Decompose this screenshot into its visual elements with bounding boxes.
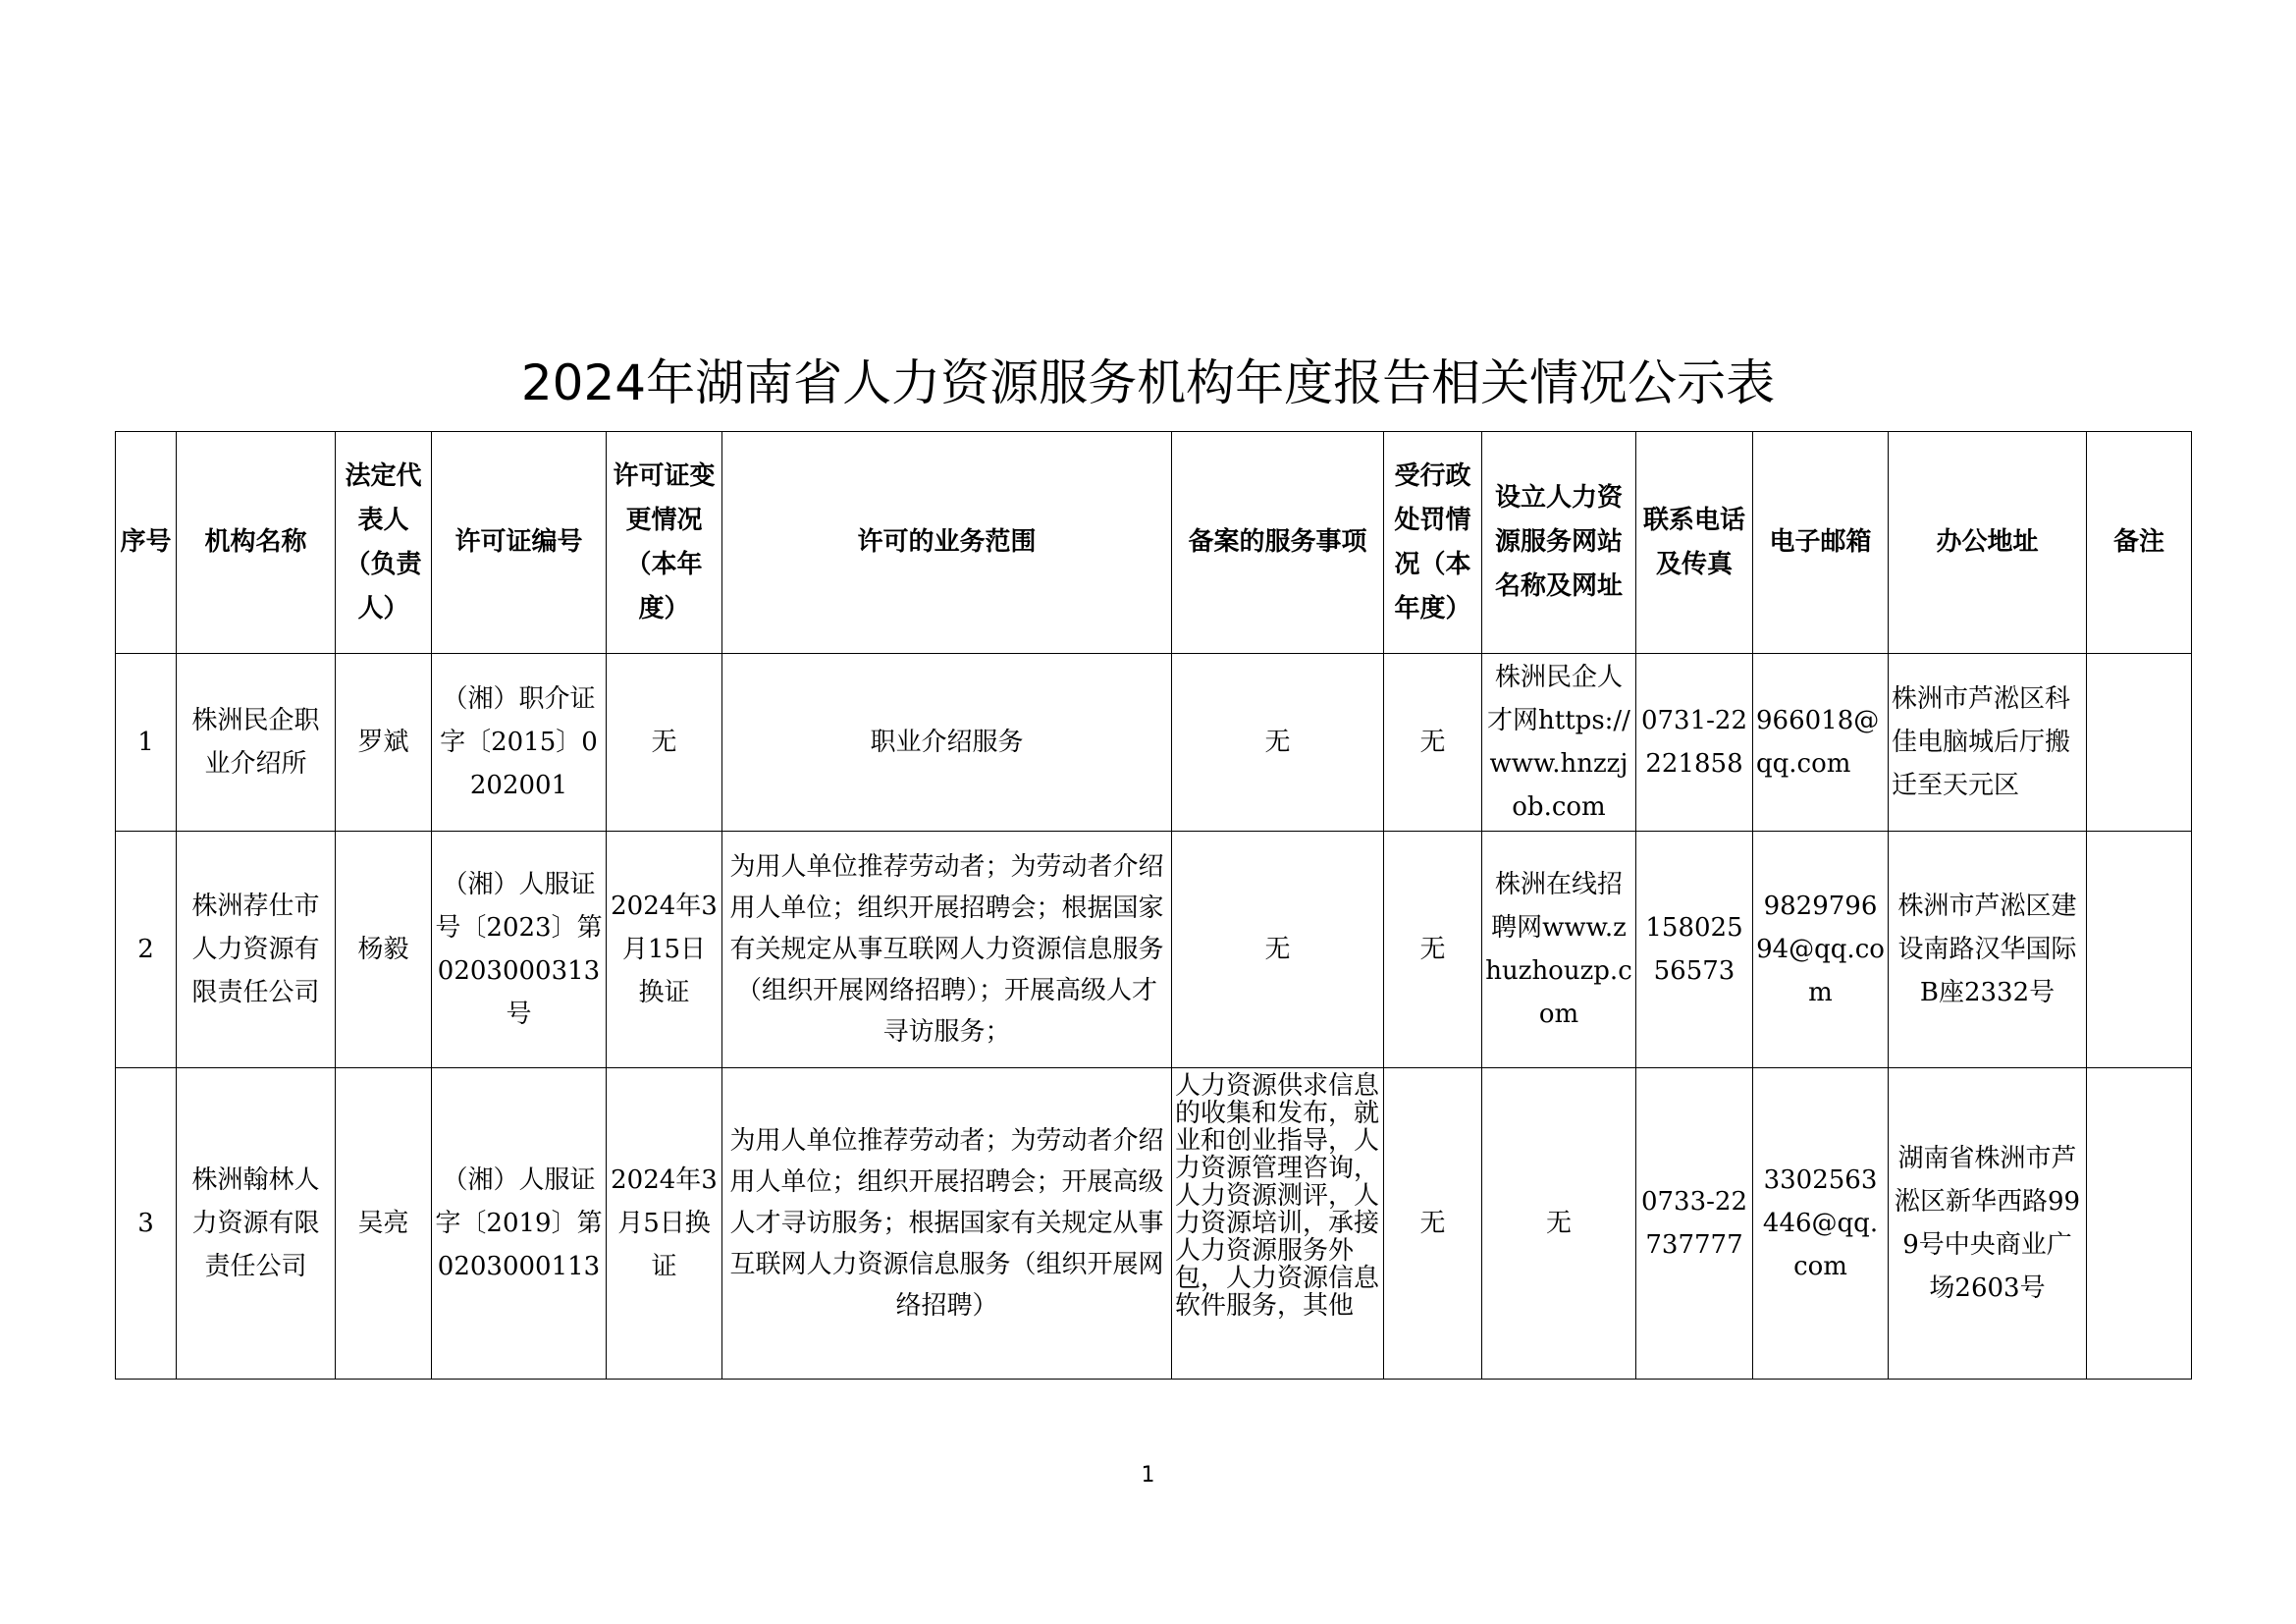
- cell-website: 株洲民企人才网https://www.hnzzjob.com: [1482, 654, 1636, 832]
- table-row: [116, 832, 2192, 1068]
- cell-rep: 罗斌: [336, 654, 432, 832]
- cell-phone: 0731-22221858: [1636, 654, 1753, 832]
- cell-license: （湘）人服证字〔2019〕第0203000113: [432, 1068, 607, 1380]
- cell-seq: 2: [116, 832, 177, 1068]
- cell-change: 2024年3月5日换证: [607, 1068, 722, 1380]
- cell-remark: [2087, 1068, 2192, 1380]
- cell-registered: 无: [1172, 832, 1384, 1068]
- header-phone: 联系电话及传真: [1636, 432, 1753, 654]
- cell-license: （湘）职介证字〔2015〕0202001: [432, 654, 607, 832]
- cell-scope: 为用人单位推荐劳动者；为劳动者介绍用人单位；组织开展招聘会；开展高级人才寻访服务；根据国家有关规定从事互联网人力资源信息服务（组织开展网络招聘）: [722, 1068, 1172, 1380]
- header-change: 许可证变更情况（本年度）: [607, 432, 722, 654]
- header-email: 电子邮箱: [1753, 432, 1889, 654]
- cell-change: 无: [607, 654, 722, 832]
- cell-email: 3302563446@qq.com: [1753, 1068, 1889, 1380]
- cell-seq: 3: [116, 1068, 177, 1380]
- cell-name: 株洲翰林人力资源有限责任公司: [177, 1068, 336, 1380]
- cell-name: 株洲民企职业介绍所: [177, 654, 336, 832]
- cell-website: 株洲在线招聘网www.zhuzhouzp.com: [1482, 832, 1636, 1068]
- cell-phone: 0733-22737777: [1636, 1068, 1753, 1380]
- header-scope: 许可的业务范围: [722, 432, 1172, 654]
- header-website: 设立人力资源服务网站名称及网址: [1482, 432, 1636, 654]
- header-name: 机构名称: [177, 432, 336, 654]
- cell-penalty: 无: [1384, 654, 1482, 832]
- cell-phone: 15802556573: [1636, 832, 1753, 1068]
- header-license: 许可证编号: [432, 432, 607, 654]
- header-address: 办公地址: [1889, 432, 2087, 654]
- cell-rep: 吴亮: [336, 1068, 432, 1380]
- page-title: 2024年湖南省人力资源服务机构年度报告相关情况公示表: [520, 354, 1776, 411]
- cell-registered: 人力资源供求信息的收集和发布，就业和创业指导，人力资源管理咨询，人力资源测评，人力资源培训，承接人力资源服务外包，人力资源信息软件服务，其他: [1172, 1068, 1384, 1380]
- cell-address: 湖南省株洲市芦淞区新华西路999号中央商业广场2603号: [1889, 1068, 2087, 1380]
- report-table: [115, 431, 2192, 1380]
- header-seq: 序号: [116, 432, 177, 654]
- cell-scope: 职业介绍服务: [722, 654, 1172, 832]
- cell-registered: 无: [1172, 654, 1384, 832]
- cell-remark: [2087, 832, 2192, 1068]
- cell-penalty: 无: [1384, 1068, 1482, 1380]
- cell-remark: [2087, 654, 2192, 832]
- cell-address: 株洲市芦淞区科佳电脑城后厅搬迁至天元区: [1889, 654, 2087, 832]
- header-rep: 法定代表人（负责人）: [336, 432, 432, 654]
- header-registered: 备案的服务事项: [1172, 432, 1384, 654]
- cell-email: 982979694@qq.com: [1753, 832, 1889, 1068]
- header-row: [116, 432, 2192, 654]
- table-row: [116, 654, 2192, 832]
- cell-license: （湘）人服证号〔2023〕第0203000313号: [432, 832, 607, 1068]
- cell-name: 株洲荐仕市人力资源有限责任公司: [177, 832, 336, 1068]
- cell-penalty: 无: [1384, 832, 1482, 1068]
- cell-address: 株洲市芦淞区建设南路汉华国际B座2332号: [1889, 832, 2087, 1068]
- cell-seq: 1: [116, 654, 177, 832]
- cell-scope: 为用人单位推荐劳动者；为劳动者介绍用人单位；组织开展招聘会；根据国家有关规定从事互联网人力资源信息服务（组织开展网络招聘）；开展高级人才寻访服务；: [722, 832, 1172, 1068]
- table-row: [116, 1068, 2192, 1380]
- cell-email: 966018@qq.com: [1753, 654, 1889, 832]
- page-number: 1: [1141, 1463, 1155, 1488]
- cell-rep: 杨毅: [336, 832, 432, 1068]
- header-penalty: 受行政处罚情况（本年度）: [1384, 432, 1482, 654]
- header-remark: 备注: [2087, 432, 2192, 654]
- cell-website: 无: [1482, 1068, 1636, 1380]
- cell-change: 2024年3月15日换证: [607, 832, 722, 1068]
